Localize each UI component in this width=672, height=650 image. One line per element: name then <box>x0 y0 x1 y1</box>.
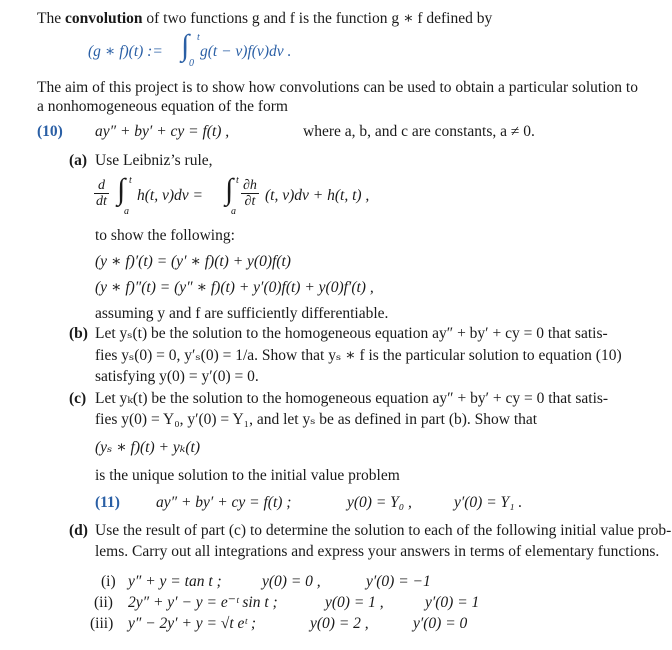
part-c-label: (c) <box>69 390 87 407</box>
partial-denominator: ∂t <box>244 194 256 209</box>
problem-i-number: (i) <box>101 573 116 590</box>
part-a-text: Use Leibniz’s rule, <box>95 152 213 169</box>
problem-ii-condition-2: y′(0) = 1 <box>425 594 480 611</box>
eq10-equation: ay″ + by′ + cy = f(t) , <box>95 123 230 140</box>
leibniz-d-dt <box>94 178 109 209</box>
intro-lead: The <box>37 10 62 27</box>
leibniz-rhs-integrand: (t, v)dv + h(t, t) , <box>265 187 370 204</box>
part-a-deriv-2: (y ∗ f)″(t) = (y″ ∗ f)(t) + y′(0)f(t) + y(0)f′(t) , <box>95 279 374 296</box>
defn-upper-limit: t <box>197 32 200 43</box>
intro-rest: of two functions g and f is the function g ∗ f defined by <box>146 10 493 27</box>
problem-iii-equation: y″ − 2y′ + y = √t eᵗ ; <box>128 615 257 632</box>
eq10-condition: where a, b, and c are constants, a ≠ 0. <box>303 123 535 140</box>
part-a-assume: assuming y and f are sufficiently differentiable. <box>95 305 389 322</box>
part-c-line-2: fies y(0) = Y₀, y′(0) = Y₁, and let yₛ be as defined in part (b). Show that <box>95 411 538 428</box>
eq11-condition-1: y(0) = Y₀ , <box>347 494 412 511</box>
d-numerator: d <box>94 178 109 194</box>
leibniz-partial <box>241 178 259 209</box>
problem-ii-equation: 2y″ + y′ − y = e⁻ᵗ sin t ; <box>128 594 278 611</box>
problem-i-equation: y″ + y = tan t ; <box>128 573 222 590</box>
leibniz-rhs-integral: ∫ <box>225 173 234 206</box>
leibniz-lhs-integrand: h(t, v)dv = <box>137 187 203 204</box>
eq10-label: (10) <box>37 123 63 140</box>
eq11-condition-2: y′(0) = Y₁ . <box>454 494 523 511</box>
part-b-label: (b) <box>69 325 88 342</box>
eq11-label: (11) <box>95 494 120 511</box>
intro-term: convolution <box>64 10 143 27</box>
leibniz-rhs-lower: a <box>231 206 236 217</box>
part-b-line-2: fies yₛ(0) = 0, y′ₛ(0) = 1/a. Show that yₛ ∗ f is the particular solution to equation (10) <box>95 347 622 364</box>
d-denominator: dt <box>96 194 107 209</box>
intro-line <box>37 9 492 29</box>
problem-iii-condition-1: y(0) = 2 , <box>310 615 369 632</box>
defn-integrand: g(t − v)f(v)dv . <box>200 43 292 60</box>
partial-numerator: ∂h <box>243 178 257 193</box>
leibniz-lhs-upper: t <box>129 175 132 186</box>
part-a-deriv-1: (y ∗ f)′(t) = (y′ ∗ f)(t) + y(0)f(t) <box>95 253 291 270</box>
leibniz-lhs-lower: a <box>124 206 129 217</box>
part-c-line-1: Let yₖ(t) be the solution to the homogeneous equation ay″ + by′ + cy = 0 that satis- <box>95 390 609 407</box>
aim-line-2: a nonhomogeneous equation of the form <box>37 98 288 115</box>
problem-ii-condition-1: y(0) = 1 , <box>325 594 384 611</box>
aim-line-1: The aim of this project is to show how convolutions can be used to obtain a particular solution to <box>37 79 638 96</box>
defn-lower-limit: 0 <box>189 58 194 69</box>
part-d-line-2: lems. Carry out all integrations and express your answers in terms of elementary functions. <box>95 543 660 560</box>
defn-lhs: (g ∗ f)(t) := <box>88 43 163 60</box>
part-a-show: to show the following: <box>95 227 235 244</box>
part-d-label: (d) <box>69 522 88 539</box>
part-d-line-1: Use the result of part (c) to determine the solution to each of the following initial value prob- <box>95 522 672 539</box>
part-c-expr: (yₛ ∗ f)(t) + yₖ(t) <box>95 439 201 456</box>
eq11-equation: ay″ + by′ + cy = f(t) ; <box>156 494 292 511</box>
defn-integral-sign: ∫ <box>181 29 190 62</box>
problem-iii-number: (iii) <box>90 615 114 632</box>
leibniz-rhs-upper: t <box>236 175 239 186</box>
part-b-line-3: satisfying y(0) = y′(0) = 0. <box>95 368 259 385</box>
leibniz-lhs-integral: ∫ <box>117 173 126 206</box>
problem-iii-condition-2: y′(0) = 0 <box>413 615 468 632</box>
part-a-label: (a) <box>69 152 88 169</box>
problem-i-condition-2: y′(0) = −1 <box>366 573 431 590</box>
problem-i-condition-1: y(0) = 0 , <box>262 573 321 590</box>
part-b-line-1: Let yₛ(t) be the solution to the homogeneous equation ay″ + by′ + cy = 0 that satis- <box>95 325 608 342</box>
problem-ii-number: (ii) <box>94 594 113 611</box>
part-c-unique: is the unique solution to the initial value problem <box>95 467 400 484</box>
